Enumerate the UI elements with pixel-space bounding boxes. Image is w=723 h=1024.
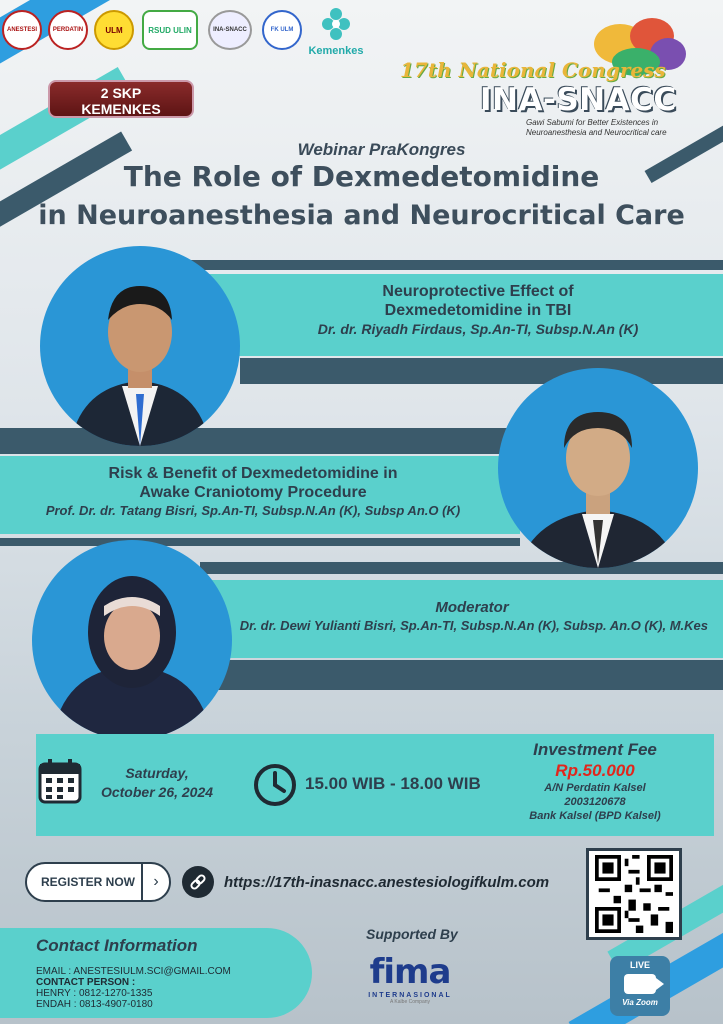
talk-title: Neuroprotective Effect of: [382, 283, 574, 300]
contact-heading: Contact Information: [36, 936, 198, 955]
live-label: LIVE: [629, 960, 650, 970]
qr-code-icon: [593, 855, 675, 933]
band: [200, 562, 723, 574]
supported-heading: Supported By: [366, 926, 458, 942]
contact-person-label: CONTACT PERSON :: [36, 977, 136, 988]
speaker-avatar-icon: [498, 368, 698, 568]
logo-label: RSUD ULIN: [148, 25, 192, 35]
sponsor-logo: [368, 952, 452, 1018]
event-time: 15.00 WIB - 18.00 WIB: [305, 774, 481, 793]
talk-block: [250, 282, 706, 338]
logo-label: ULM: [105, 25, 123, 35]
speaker-name: Prof. Dr. dr. Tatang Bisri, Sp.An-TI, Subsp.N.An (K), Subsp An.O (K): [45, 503, 461, 518]
talk-title: Awake Craniotomy Procedure: [139, 484, 367, 501]
speaker-avatar-icon: [40, 246, 240, 446]
skp-line1: 2 SKP: [100, 85, 142, 101]
register-label: REGISTER NOW: [41, 875, 136, 889]
speaker-photo: [40, 246, 240, 446]
moderator-photo: [32, 540, 232, 740]
speaker-name: Dr. dr. Riyadh Firdaus, Sp.An-TI, Subsp.N.An (K): [317, 321, 639, 337]
brand-title: INA-SNACC: [480, 82, 677, 118]
calendar-icon: [38, 758, 82, 804]
sponsor-sub: INTERNASIONAL: [368, 992, 452, 999]
logo-label: PERDATIN: [52, 27, 84, 33]
fee-price: Rp.50.000: [555, 761, 635, 780]
qr-code: [586, 848, 682, 940]
congress-label: 17th National Congress: [400, 58, 666, 82]
contact-henry: HENRY : 0812-1270-1335: [36, 988, 153, 999]
webinar-subhead: Webinar PraKongres: [297, 140, 466, 159]
moderator-label: Moderator: [435, 599, 509, 616]
logo-label: FK ULM: [270, 27, 294, 33]
moderator-block: [236, 598, 716, 635]
moderator-name: Dr. dr. Dewi Yulianti Bisri, Sp.An-TI, Subsp.N.An (K), Subsp. An.O (K), M.Kes: [239, 618, 708, 633]
fee-account-no: 2003120678: [564, 796, 626, 808]
logo-badge: [2, 10, 42, 50]
logo-label: INA-SNACC: [213, 27, 247, 33]
link-icon: [182, 866, 214, 898]
video-camera-icon: [624, 974, 656, 994]
fee-account-name: A/N Perdatin Kalsel: [544, 782, 646, 794]
zoom-label: Via Zoom: [622, 998, 658, 1007]
sponsor-brand: fima: [369, 952, 451, 992]
contact-panel: [0, 928, 312, 1018]
clock-icon: [252, 762, 298, 808]
live-zoom-badge: [610, 956, 670, 1016]
kemenkes-logo: [306, 6, 366, 57]
sponsor-note: A Kalbe Company: [389, 999, 431, 1005]
band: [0, 538, 520, 546]
skp-badge: [48, 80, 194, 118]
speaker-photo: [498, 368, 698, 568]
logo-badge: [262, 10, 302, 50]
event-date: [92, 764, 222, 802]
band: [0, 428, 520, 454]
register-button[interactable]: [25, 862, 171, 902]
logo-badge: [208, 10, 252, 50]
fee-heading: Investment Fee: [533, 740, 657, 759]
tagline: Gawi Sabumi for Better Existences in Neuroanesthesia and Neurocritical care: [526, 118, 667, 137]
page-title-line1: The Role of Dexmedetomidine: [123, 160, 600, 193]
talk-block: [0, 464, 506, 520]
kemenkes-label: Kemenkes: [308, 45, 364, 57]
talk-title: Risk & Benefit of Dexmedetomidine in: [108, 465, 398, 482]
contact-email: EMAIL : ANESTESIULM.SCI@GMAIL.COM: [36, 966, 231, 977]
kemenkes-icon: [321, 6, 351, 40]
logo-badge: [48, 10, 88, 50]
fee-block: [520, 740, 670, 823]
skp-line2: KEMENKES: [81, 101, 161, 117]
band: [190, 260, 723, 270]
chevron-right-icon: ›: [141, 864, 169, 900]
band: [240, 358, 723, 384]
contact-endah: ENDAH : 0813-4907-0180: [36, 999, 153, 1010]
logo-label: ANESTESI: [6, 27, 37, 33]
band: [200, 660, 723, 690]
chain-link-icon: [188, 872, 208, 892]
moderator-avatar-icon: [32, 540, 232, 740]
logo-badge: [94, 10, 134, 50]
register-url-link[interactable]: https://17th-inasnacc.anestesiologifkulm.com: [224, 874, 550, 891]
event-day: Saturday,: [125, 765, 189, 781]
talk-title: Dexmedetomidine in TBI: [384, 302, 572, 319]
event-date-value: October 26, 2024: [100, 784, 214, 800]
fee-bank: Bank Kalsel (BPD Kalsel): [529, 810, 661, 822]
page-title-line2: in Neuroanesthesia and Neurocritical Care: [38, 200, 685, 231]
logo-badge: [142, 10, 198, 50]
